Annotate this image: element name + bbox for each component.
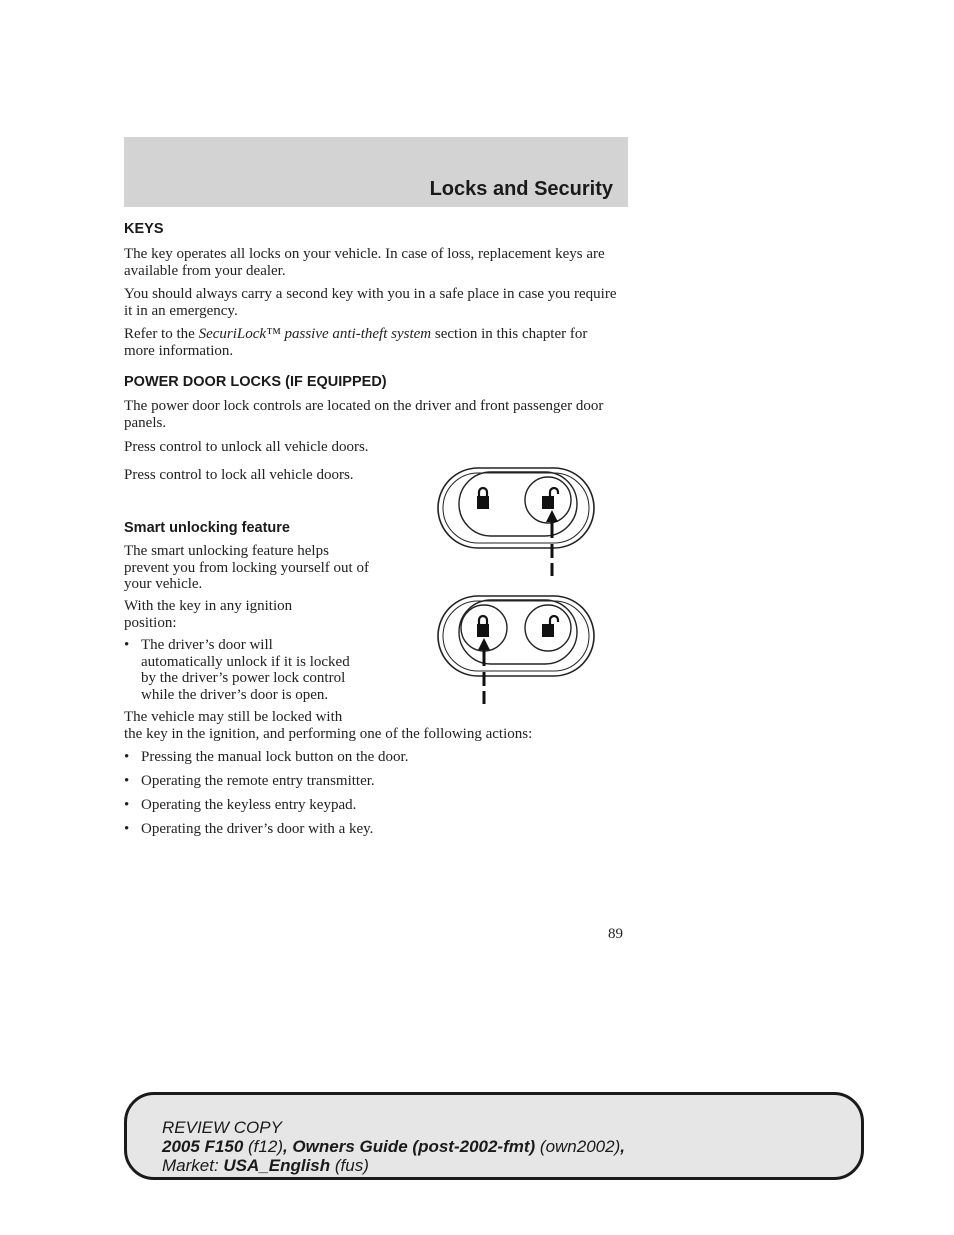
footer-model-code: (f12) [243, 1137, 283, 1156]
keys-paragraph-3 [124, 326, 619, 359]
footer-market: USA_English [223, 1156, 331, 1175]
section-header-band [124, 137, 628, 207]
power-locks-paragraph-1: The power door lock controls are located on the driver and front passenger door panels. [124, 398, 604, 431]
keys-heading: KEYS [124, 221, 164, 237]
door-lock-switch-lock [438, 596, 594, 704]
footer-market-line [162, 1156, 625, 1175]
power-locks-paragraph-3: Press control to lock all vehicle doors. [124, 467, 354, 483]
smart-paragraph-1: The smart unlocking feature helps prevent you from locking yourself out of your vehicle. [124, 543, 369, 592]
bullet-dot: • [124, 773, 130, 789]
power-locks-heading: POWER DOOR LOCKS (IF EQUIPPED) [124, 374, 387, 390]
bullet-dot: • [124, 749, 130, 765]
smart-bullet-1-text: The driver’s door will automatically unlock if it is locked by the driver’s power lock control while the driver’s door is open. [141, 637, 350, 703]
bullet-dot: • [124, 797, 130, 813]
securilock-reference: SecuriLock™ passive anti-theft system [198, 326, 432, 342]
action-bullet-text: Operating the remote entry transmitter. [141, 773, 375, 789]
smart-bullet-1 [124, 637, 394, 707]
door-lock-switch-unlock [438, 468, 594, 576]
smart-paragraph-2: With the key in any ignition position: [124, 598, 293, 631]
keys-p3-start: Refer to the [124, 326, 199, 342]
footer-comma: , [620, 1137, 625, 1156]
review-copy-label: REVIEW COPY [162, 1118, 282, 1137]
action-bullet [124, 749, 604, 767]
keys-paragraph-2: You should always carry a second key with you in a safe place in case you require it in an emergency. [124, 286, 617, 319]
keys-paragraph-1: The key operates all locks on your vehicle. In case of loss, replacement keys are available from your dealer. [124, 246, 605, 279]
action-bullet [124, 797, 604, 815]
footer-model: 2005 F150 [162, 1137, 244, 1156]
smart-paragraph-3 [124, 709, 619, 742]
page-number: 89 [608, 926, 623, 942]
bullet-dot: • [124, 637, 130, 653]
footer-market-code: (fus) [330, 1156, 369, 1175]
footer-model-line [162, 1137, 625, 1156]
footer-guide-code: (own2002) [535, 1137, 621, 1156]
smart-unlocking-heading: Smart unlocking feature [124, 520, 290, 536]
action-bullet [124, 773, 604, 791]
footer-text [162, 1118, 625, 1175]
keys-p3-end: section in this chapter for more information. [124, 326, 588, 359]
lock-icon [477, 488, 489, 509]
bullet-dot: • [124, 821, 130, 837]
section-title: Locks and Security [429, 178, 613, 200]
smart-p3-line1: The vehicle may still be locked with [124, 709, 343, 725]
action-bullet-text: Operating the keyless entry keypad. [141, 797, 357, 813]
power-locks-paragraph-2: Press control to unlock all vehicle doors. [124, 439, 369, 455]
footer-guide: , Owners Guide (post-2002-fmt) [282, 1137, 536, 1156]
power-lock-control-diagram [434, 466, 598, 711]
smart-p3-line2: the key in the ignition, and performing one of the following actions: [124, 725, 533, 742]
action-bullet-text: Pressing the manual lock button on the door. [141, 749, 409, 765]
action-bullet-text: Operating the driver’s door with a key. [141, 821, 374, 837]
action-bullet [124, 821, 604, 839]
footer-market-label: Market: [162, 1156, 224, 1175]
